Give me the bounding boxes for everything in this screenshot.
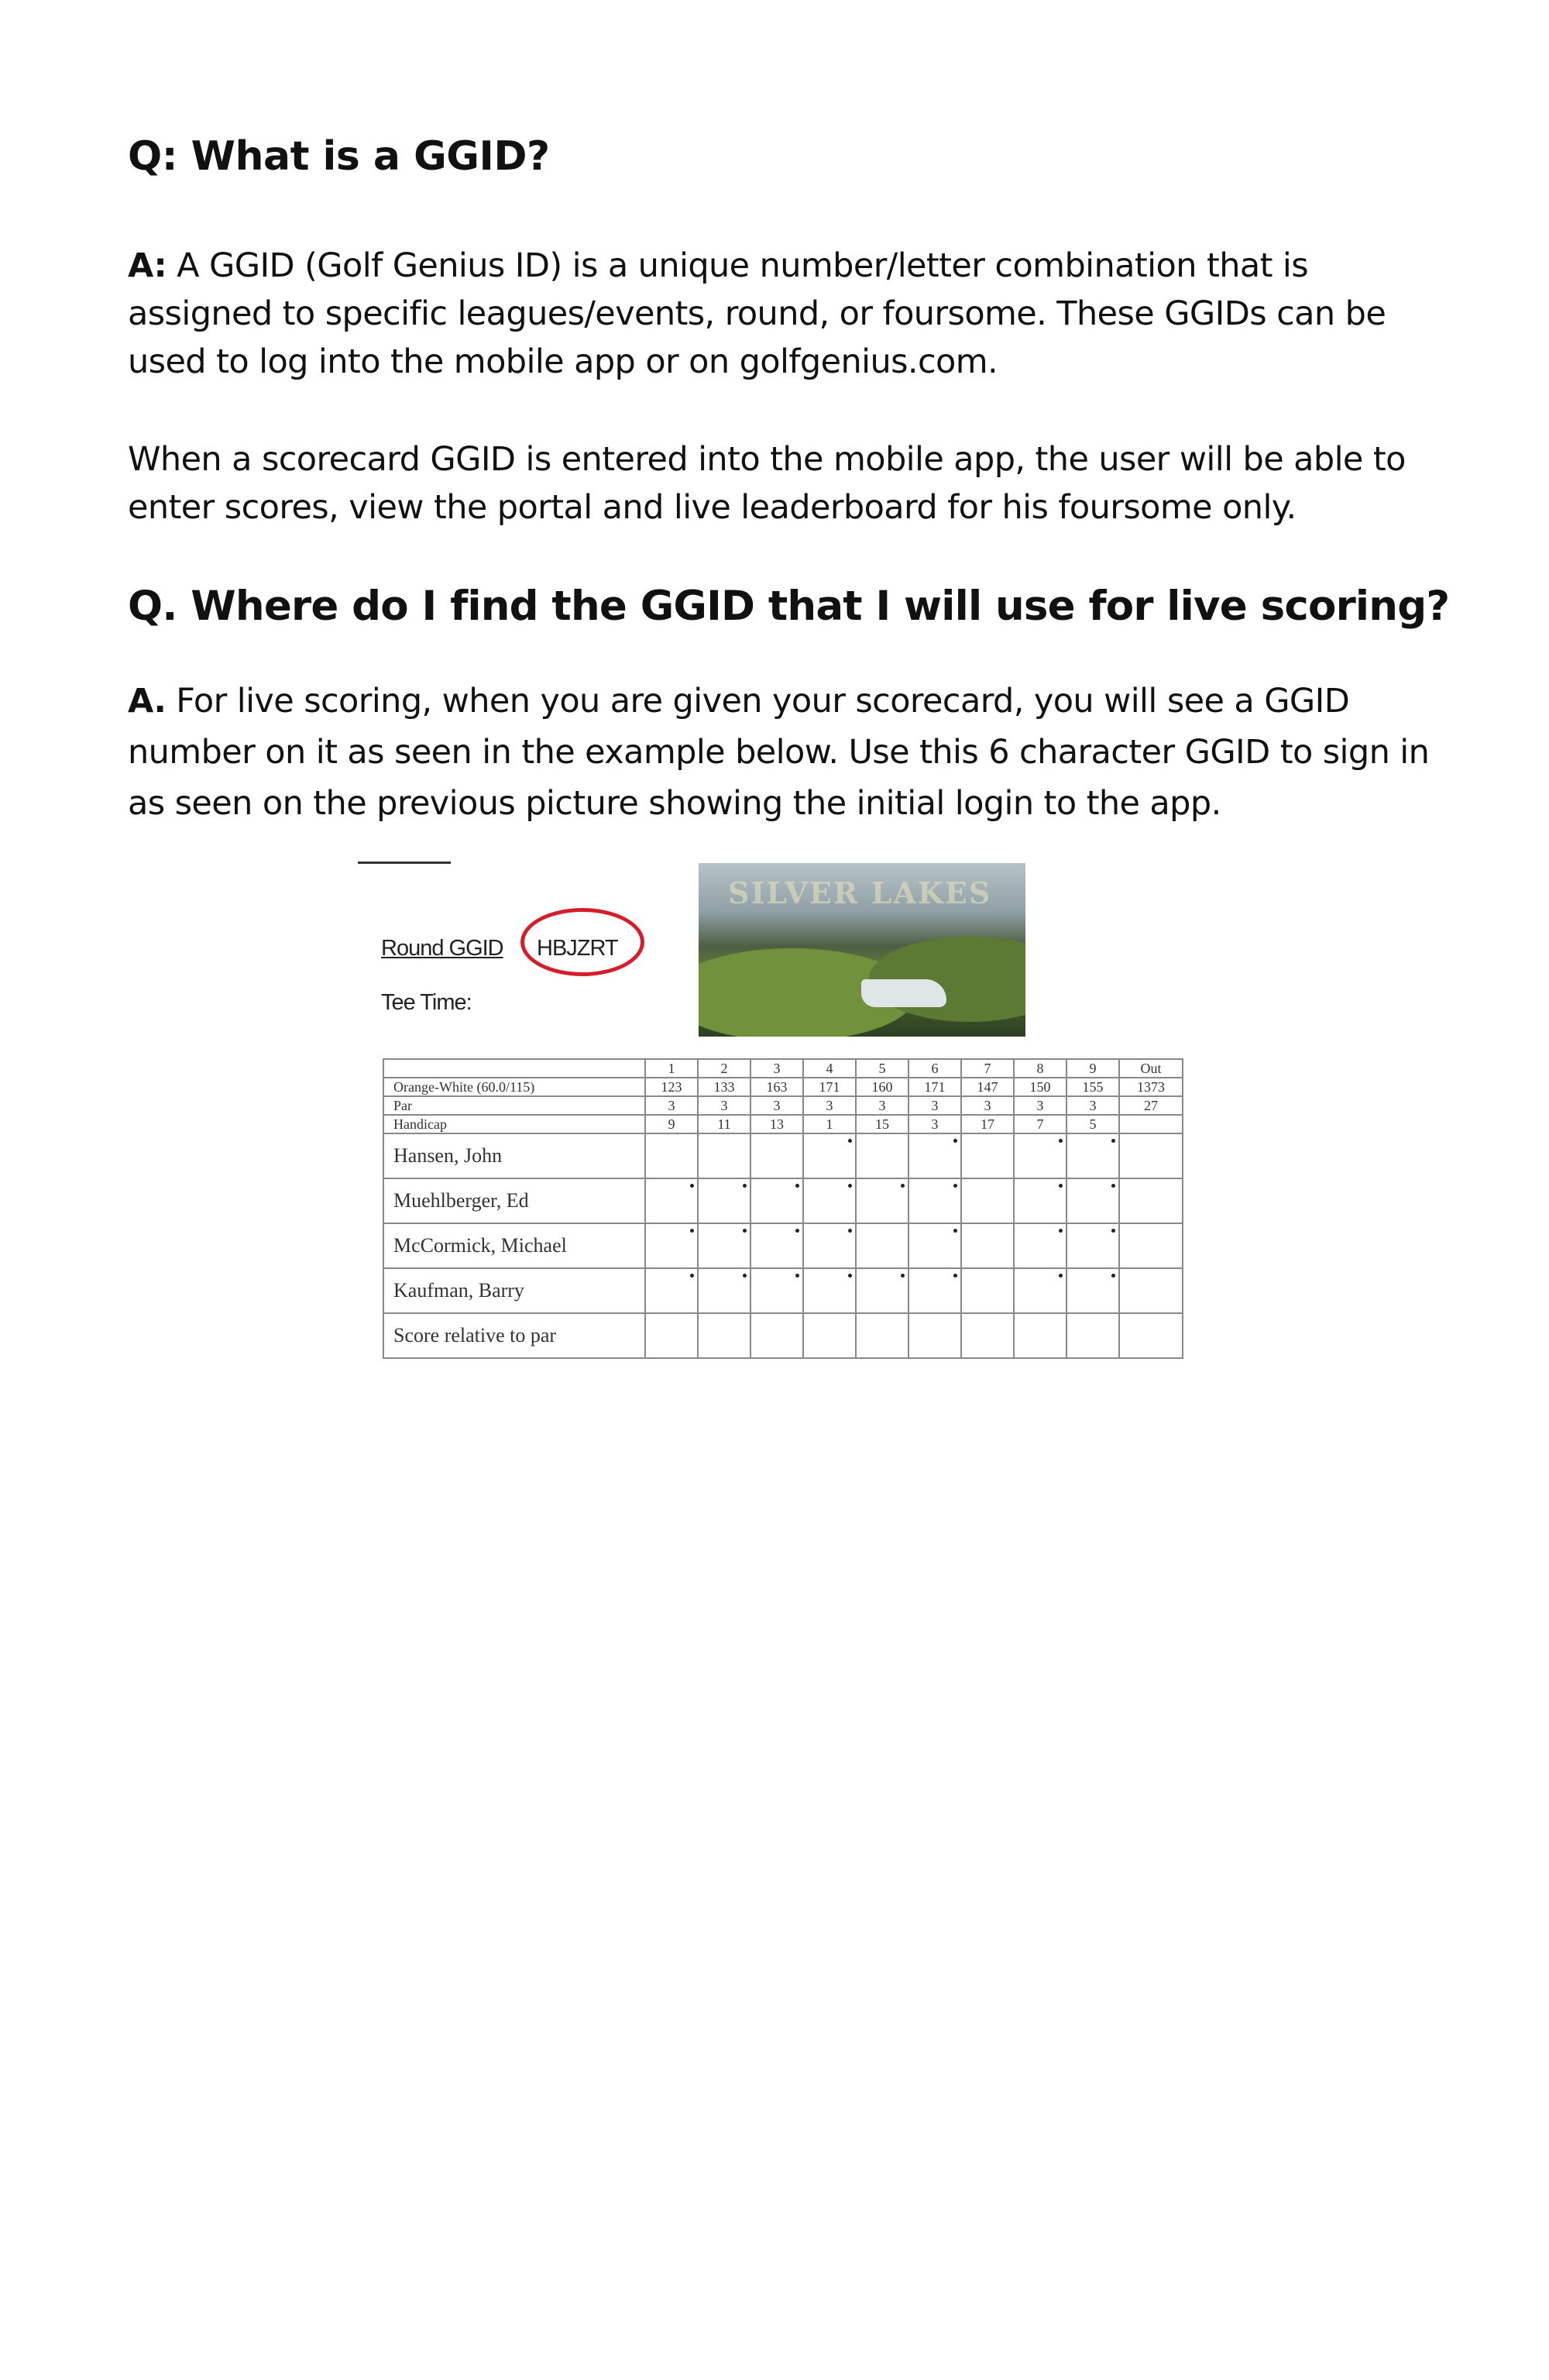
score-entry-cell[interactable] [698,1178,750,1223]
yardage-cell: 123 [645,1078,698,1096]
score-entry-cell[interactable] [908,1178,961,1223]
player-name-cell: McCormick, Michael [383,1223,645,1268]
hole-number-cell: 2 [698,1059,750,1078]
score-entry-cell[interactable] [856,1268,908,1313]
score-entry-cell[interactable] [645,1133,698,1178]
handicap-label-cell: Handicap [383,1115,645,1133]
stroke-dot-icon [795,1229,799,1233]
faq-question-find-ggid: Q. Where do I find the GGID that I will use for live scoring? [128,583,1450,630]
par-label-cell: Par [383,1096,645,1115]
hole-number-cell: Out [1119,1059,1183,1078]
stroke-dot-icon [953,1229,957,1233]
answer-text: For live scoring, when you are given your scorecard, you will see a GGID number on it as seen in the example below. Use this 6 character GGID to sign in as seen on the previous picture showing the initial login to the app. [128,682,1430,823]
score-entry-cell[interactable] [803,1223,856,1268]
par-cell: 3 [856,1096,908,1115]
score-relative-row [383,1313,1183,1358]
par-cell: 27 [1119,1096,1183,1115]
stroke-dot-icon [848,1139,852,1143]
yardage-cell: 1373 [1119,1078,1183,1096]
score-entry-cell[interactable] [1066,1223,1119,1268]
yardage-cell: 155 [1066,1078,1119,1096]
stroke-dot-icon [901,1274,905,1278]
course-photo [699,863,1025,1037]
stroke-dot-icon [953,1184,957,1188]
score-entry-cell[interactable] [1119,1133,1183,1178]
stroke-dot-icon [795,1184,799,1188]
scorecard-table [383,1058,1183,1359]
par-cell: 3 [698,1096,750,1115]
hole-number-cell: 8 [1014,1059,1066,1078]
handicap-cell: 5 [1066,1115,1119,1133]
score-relative-label-cell: Score relative to par [383,1313,645,1358]
hole-number-cell: 1 [645,1059,698,1078]
course-logo: SILVER LAKES [728,875,992,910]
hole-number-cell: 3 [750,1059,803,1078]
score-relative-cell [1119,1313,1183,1358]
score-relative-cell [961,1313,1014,1358]
score-relative-cell [856,1313,908,1358]
tee-name-cell: Orange-White (60.0/115) [383,1078,645,1096]
score-entry-cell[interactable] [908,1133,961,1178]
par-cell: 3 [1066,1096,1119,1115]
stroke-dot-icon [901,1184,905,1188]
answer-label: A. [128,682,167,721]
player-row [383,1133,1183,1178]
score-entry-cell[interactable] [698,1133,750,1178]
handicap-cell: 9 [645,1115,698,1133]
stroke-dot-icon [743,1274,747,1278]
score-relative-cell [803,1313,856,1358]
par-row [383,1096,1183,1115]
handicap-row [383,1115,1183,1133]
score-entry-cell[interactable] [856,1133,908,1178]
answer-text: A GGID (Golf Genius ID) is a unique number/letter combination that is assigned to specific leagues/events, round, or foursome. These GGIDs can be used to log into the mobile app or on golfgenius.com. [128,246,1386,381]
yardage-cell: 160 [856,1078,908,1096]
stroke-dot-icon [1111,1184,1115,1188]
score-entry-cell[interactable] [1014,1133,1066,1178]
par-cell: 3 [750,1096,803,1115]
photo-water [861,979,946,1007]
hole-number-row [383,1059,1183,1078]
score-entry-cell[interactable] [1119,1268,1183,1313]
score-entry-cell[interactable] [1014,1178,1066,1223]
score-entry-cell[interactable] [1119,1223,1183,1268]
stroke-dot-icon [1059,1184,1063,1188]
faq-question-ggid: Q: What is a GGID? [128,133,550,180]
score-entry-cell[interactable] [750,1223,803,1268]
stroke-dot-icon [1059,1229,1063,1233]
par-cell: 3 [961,1096,1014,1115]
par-cell: 3 [803,1096,856,1115]
hole-number-cell: 9 [1066,1059,1119,1078]
par-cell: 3 [1014,1096,1066,1115]
stroke-dot-icon [1059,1274,1063,1278]
score-entry-cell[interactable] [1014,1223,1066,1268]
faq-answer-find-ggid [128,676,1444,829]
score-entry-cell[interactable] [908,1223,961,1268]
stroke-dot-icon [1111,1274,1115,1278]
par-cell: 3 [645,1096,698,1115]
score-entry-cell[interactable] [1119,1178,1183,1223]
handicap-cell: 3 [908,1115,961,1133]
score-relative-cell [1066,1313,1119,1358]
handicap-cell: 1 [803,1115,856,1133]
score-relative-cell [750,1313,803,1358]
score-entry-cell[interactable] [750,1178,803,1223]
score-entry-cell[interactable] [645,1223,698,1268]
player-row [383,1268,1183,1313]
player-name-cell: Hansen, John [383,1133,645,1178]
stroke-dot-icon [953,1139,957,1143]
divider [358,862,451,864]
score-entry-cell[interactable] [1066,1133,1119,1178]
score-entry-cell[interactable] [803,1178,856,1223]
yardage-cell: 171 [803,1078,856,1096]
stroke-dot-icon [690,1229,694,1233]
score-entry-cell[interactable] [750,1133,803,1178]
stroke-dot-icon [743,1184,747,1188]
round-ggid-value: HBJZRT [537,936,618,961]
yardage-row [383,1078,1183,1096]
stroke-dot-icon [953,1274,957,1278]
stroke-dot-icon [690,1274,694,1278]
yardage-cell: 163 [750,1078,803,1096]
yardage-cell: 147 [961,1078,1014,1096]
score-entry-cell[interactable] [908,1268,961,1313]
handicap-cell [1119,1115,1183,1133]
handicap-cell: 13 [750,1115,803,1133]
hole-number-cell: 5 [856,1059,908,1078]
score-entry-cell[interactable] [1014,1268,1066,1313]
round-ggid-label: Round GGID [381,936,503,961]
score-entry-cell[interactable] [961,1178,1014,1223]
tee-time-label: Tee Time: [381,990,472,1015]
stroke-dot-icon [690,1184,694,1188]
score-entry-cell[interactable] [856,1178,908,1223]
yardage-cell: 133 [698,1078,750,1096]
faq-answer-ggid [128,242,1444,386]
player-name-cell: Kaufman, Barry [383,1268,645,1313]
hole-number-cell: 4 [803,1059,856,1078]
handicap-cell: 11 [698,1115,750,1133]
stroke-dot-icon [743,1229,747,1233]
score-entry-cell[interactable] [803,1133,856,1178]
stroke-dot-icon [1111,1139,1115,1143]
score-entry-cell[interactable] [698,1268,750,1313]
score-entry-cell[interactable] [1066,1268,1119,1313]
score-entry-cell[interactable] [698,1223,750,1268]
faq-answer-scorecard-ggid: When a scorecard GGID is entered into the mobile app, the user will be able to enter scores, view the portal and live leaderboard for his foursome only. [128,440,1406,527]
score-entry-cell[interactable] [856,1223,908,1268]
score-entry-cell[interactable] [645,1178,698,1223]
player-name-cell: Muehlberger, Ed [383,1178,645,1223]
score-entry-cell[interactable] [803,1268,856,1313]
handicap-cell: 7 [1014,1115,1066,1133]
score-entry-cell[interactable] [961,1223,1014,1268]
player-row [383,1178,1183,1223]
score-relative-cell [698,1313,750,1358]
stroke-dot-icon [795,1274,799,1278]
answer-label: A: [128,246,167,285]
handicap-cell: 17 [961,1115,1014,1133]
score-entry-cell[interactable] [750,1268,803,1313]
score-entry-cell[interactable] [1066,1178,1119,1223]
ggid-highlight-circle [520,908,644,976]
yardage-cell: 150 [1014,1078,1066,1096]
handicap-cell: 15 [856,1115,908,1133]
hole-number-cell: 6 [908,1059,961,1078]
header-blank-cell [383,1059,645,1078]
score-relative-cell [1014,1313,1066,1358]
stroke-dot-icon [848,1184,852,1188]
score-relative-cell [645,1313,698,1358]
score-entry-cell[interactable] [645,1268,698,1313]
score-relative-cell [908,1313,961,1358]
stroke-dot-icon [848,1229,852,1233]
score-entry-cell[interactable] [961,1133,1014,1178]
yardage-cell: 171 [908,1078,961,1096]
par-cell: 3 [908,1096,961,1115]
stroke-dot-icon [1059,1139,1063,1143]
player-row [383,1223,1183,1268]
stroke-dot-icon [848,1274,852,1278]
score-entry-cell[interactable] [961,1268,1014,1313]
hole-number-cell: 7 [961,1059,1014,1078]
stroke-dot-icon [1111,1229,1115,1233]
